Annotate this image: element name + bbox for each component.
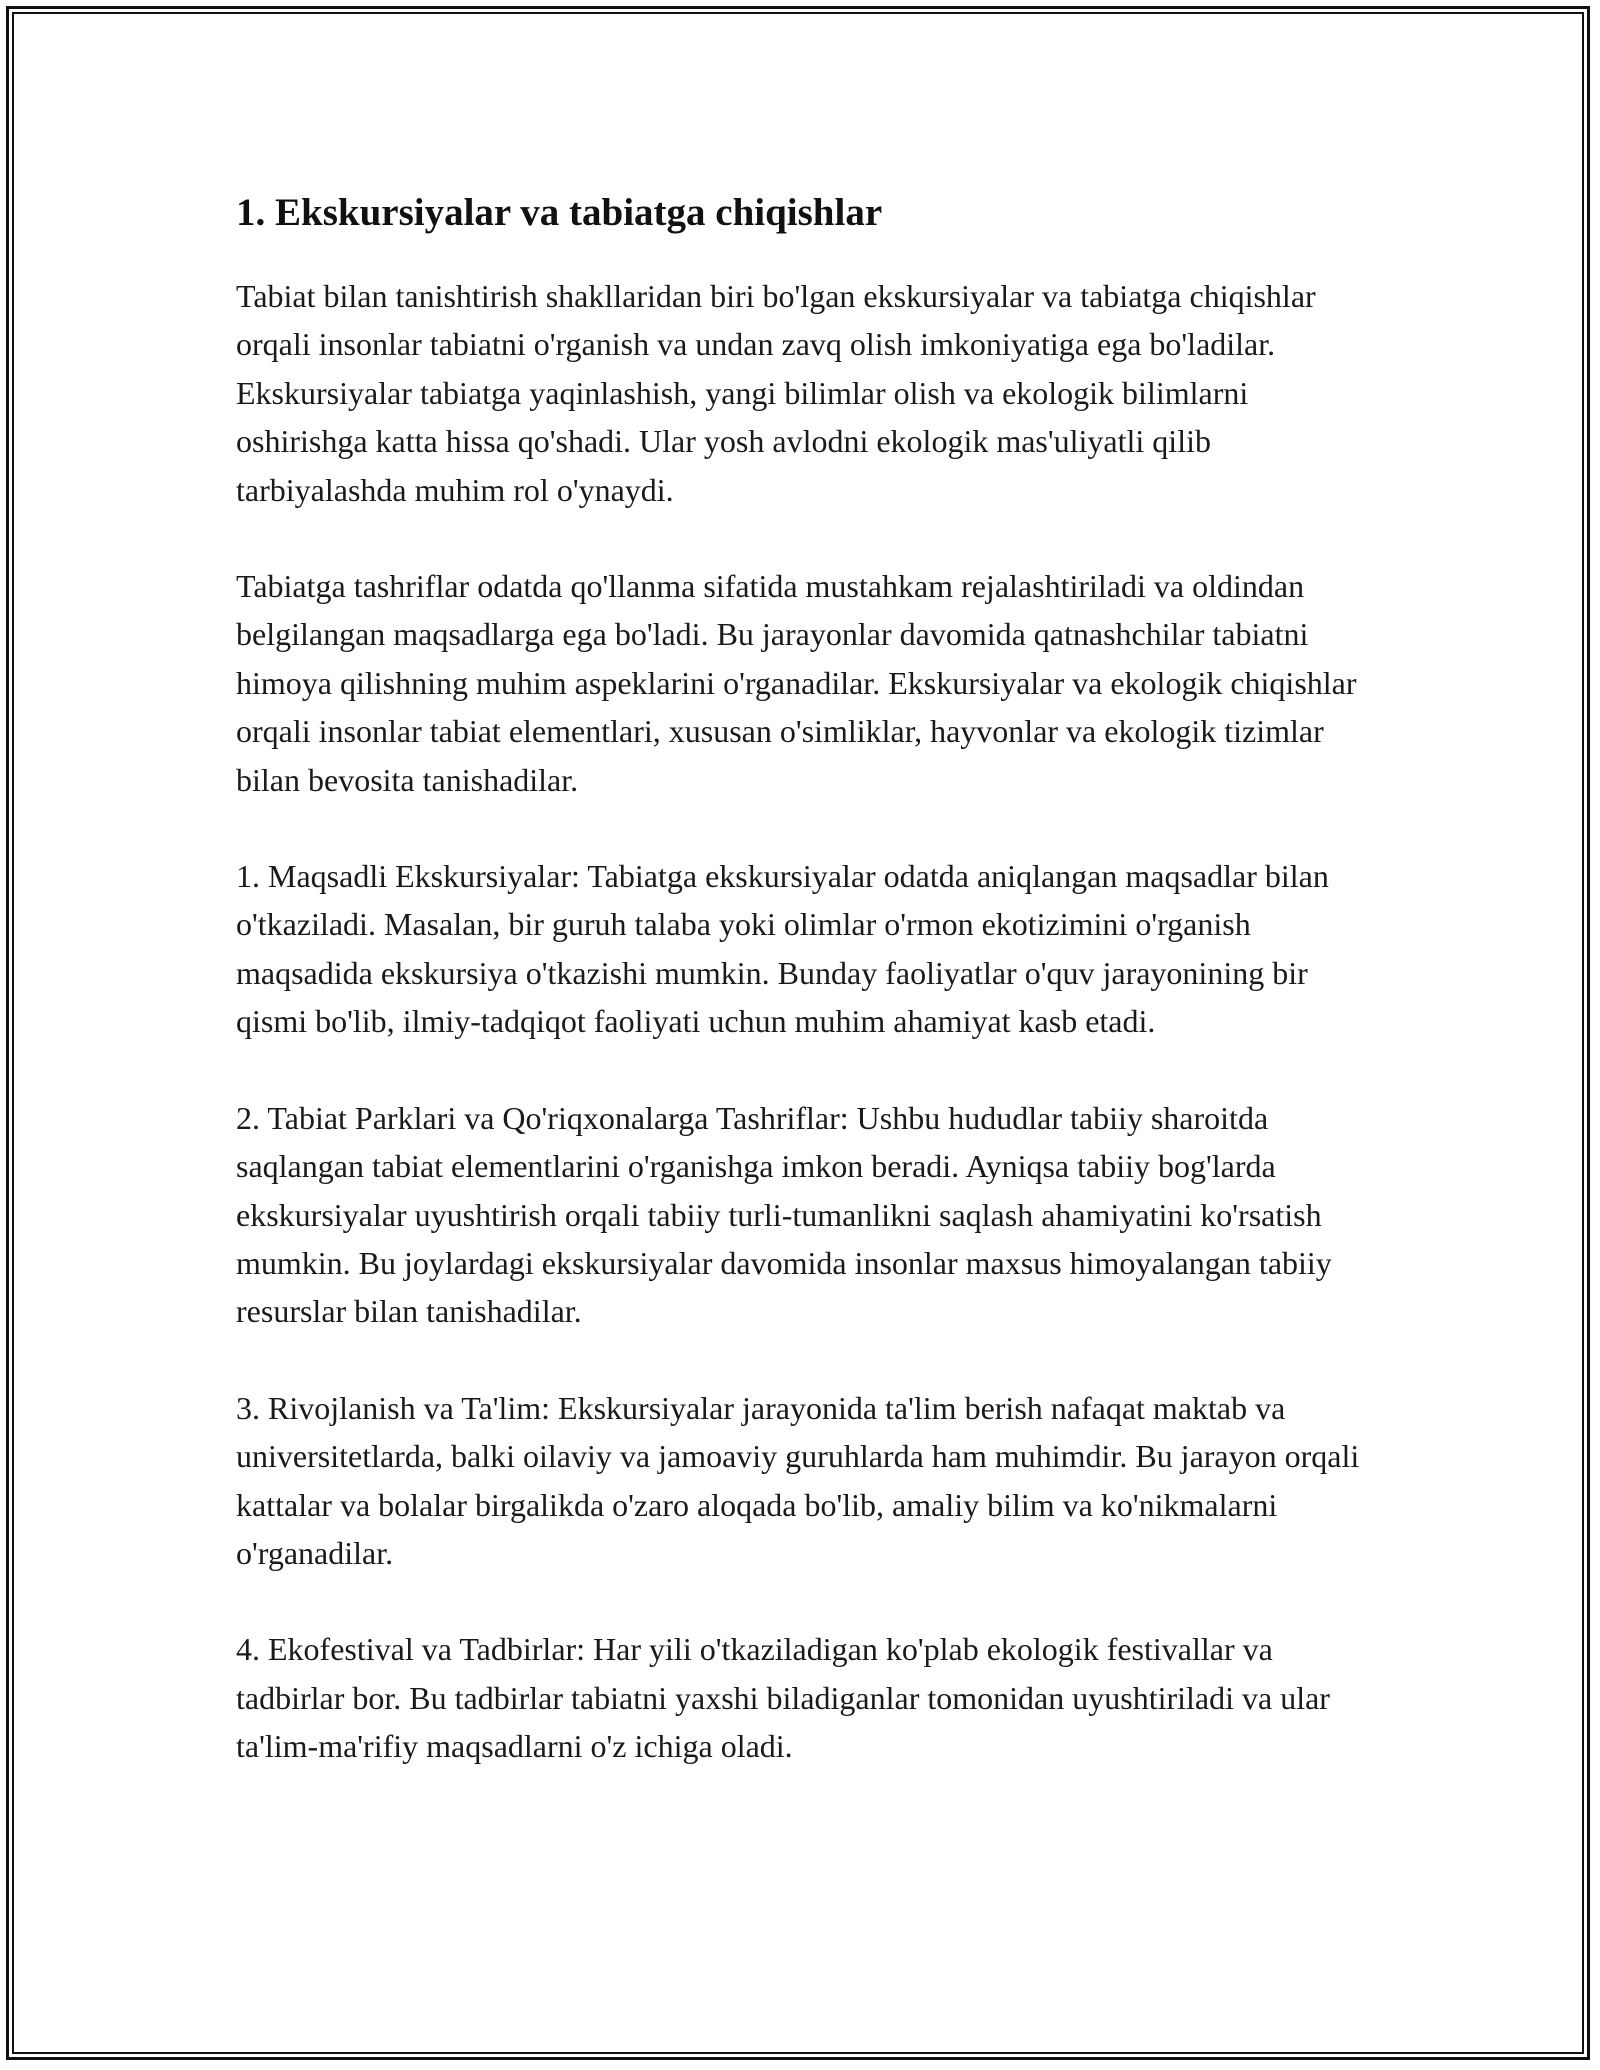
paragraph-item-4: 4. Ekofestival va Tadbirlar: Har yili o'tkaziladigan ko'plab ekologik festivallar va tadbirlar bor. Bu tadbirlar tabiatni yaxshi biladiganlar tomonidan uyushtiriladi va ular ta'lim-ma'rifiy maqsadlarni o'z ichiga oladi. [236,1631,1330,1765]
paragraph-item-3: 3. Rivojlanish va Ta'lim: Ekskursiyalar jarayonida ta'lim berish nafaqat maktab va universitetlarda, balki oilaviy va jamoaviy guruhlarda ham muhimdir. Bu jarayon orqali kattalar va bolalar birgalikda o'zaro aloqada bo'lib, amaliy bilim va ko'nikmalarni o'rganadilar. [236,1389,1360,1571]
section-heading: 1. Ekskursiyalar va tabiatga chiqishlar [236,191,883,234]
paragraph-item-2: 2. Tabiat Parklari va Qo'riqxonalarga Tashriflar: Ushbu hududlar tabiiy sharoitda saqlangan tabiat elementlarini o'rganishga imkon beradi. Ayniqsa tabiiy bog'larda ekskursiyalar uyushtirish orqali tabiiy turli-tumanlikni saqlash ahamiyatini ko'rsatish mumkin. Bu joylardagi ekskursiyalar davomida insonlar maxsus himoyalangan tabiiy resurslar bilan tanishadilar. [236,1099,1332,1330]
paragraph-intro: Tabiat bilan tanishtirish shakllaridan biri bo'lgan ekskursiyalar va tabiatga chiqishlar orqali insonlar tabiatni o'rganish va undan zavq olish imkoniyatiga ega bo'ladilar. Ekskursiyalar tabiatga yaqinlashish, yangi bilimlar olish va ekologik bilimlarni oshirishga katta hissa qo'shadi. Ular yosh avlodni ekologik mas'uliyatli qilib tarbiyalashda muhim rol o'ynaydi. [236,278,1316,508]
paragraph-visits: Tabiatga tashriflar odatda qo'llanma sifatida mustahkam rejalashtiriladi va oldindan belgilangan maqsadlarga ega bo'ladi. Bu jarayonlar davomida qatnashchilar tabiatni himoya qilishning muhim aspeklarini o'rganadilar. Ekskursiyalar va ekologik chiqishlar orqali insonlar tabiat elementlari, xususan o'simliklar, hayvonlar va ekologik tizimlar bilan bevosita tanishadilar. [236,568,1357,798]
document-body [236,188,1376,1819]
paragraph-item-1: 1. Maqsadli Ekskursiyalar: Tabiatga ekskursiyalar odatda aniqlangan maqsadlar bilan o'tkaziladi. Masalan, bir guruh talaba yoki olimlar o'rmon ekotizimini o'rganish maqsadida ekskursiya o'tkazishi mumkin. Bunday faoliyatlar o'quv jarayonining bir qismi bo'lib, ilmiy-tadqiqot faoliyati uchun muhim ahamiyat kasb etadi. [236,858,1329,1040]
